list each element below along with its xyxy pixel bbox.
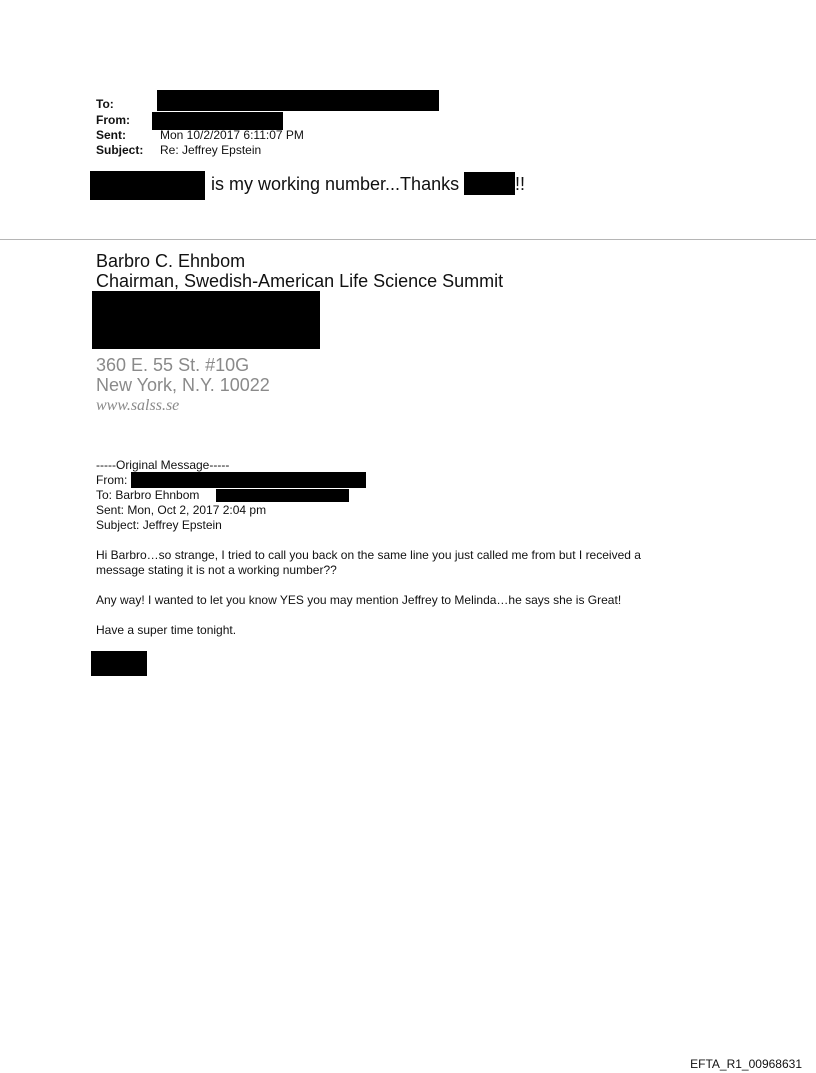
original-subject: Subject: Jeffrey Epstein <box>96 518 222 532</box>
reply-text: is my working number...Thanks <box>211 174 460 194</box>
redaction-phone-number <box>90 171 205 200</box>
signature-website-link[interactable]: www.salss.se <box>96 397 180 414</box>
redaction-signature-contact <box>92 291 320 349</box>
subject-value: Re: Jeffrey Epstein <box>160 143 262 157</box>
from-label: From: <box>96 113 130 127</box>
original-from-label: From: <box>96 473 128 487</box>
redaction-to <box>157 90 439 111</box>
original-to: To: Barbro Ehnbom <box>96 488 200 502</box>
signature-name: Barbro C. Ehnbom <box>96 251 246 271</box>
signature-address-line2: New York, N.Y. 10022 <box>96 375 270 395</box>
body-paragraph1-line1: Hi Barbro…so strange, I tried to call you back on the same line you just called me from but I received a <box>96 548 641 562</box>
signature-title: Chairman, Swedish-American Life Science Summit <box>96 271 504 291</box>
redaction-sender-signoff <box>91 651 147 676</box>
body-paragraph3: Have a super time tonight. <box>96 623 237 637</box>
subject-label: Subject: <box>96 143 144 157</box>
reply-exclamation: !! <box>515 174 526 194</box>
body-paragraph1-line2: message stating it is not a working number?? <box>96 563 337 577</box>
body-paragraph2: Any way! I wanted to let you know YES you may mention Jeffrey to Melinda…he says she is Great! <box>96 593 622 607</box>
redaction-original-to-email <box>216 489 349 502</box>
redaction-original-from <box>131 472 366 488</box>
signature-address-line1: 360 E. 55 St. #10G <box>96 355 250 375</box>
divider <box>0 239 816 240</box>
to-label: To: <box>96 97 114 111</box>
original-sent: Sent: Mon, Oct 2, 2017 2:04 pm <box>96 503 267 517</box>
sent-label: Sent: <box>96 128 126 142</box>
sent-value: Mon 10/2/2017 6:11:07 PM <box>160 128 304 142</box>
document-id: EFTA_R1_00968631 <box>690 1057 802 1071</box>
original-message-separator: -----Original Message----- <box>96 458 230 472</box>
redaction-thanks-name <box>464 172 515 195</box>
